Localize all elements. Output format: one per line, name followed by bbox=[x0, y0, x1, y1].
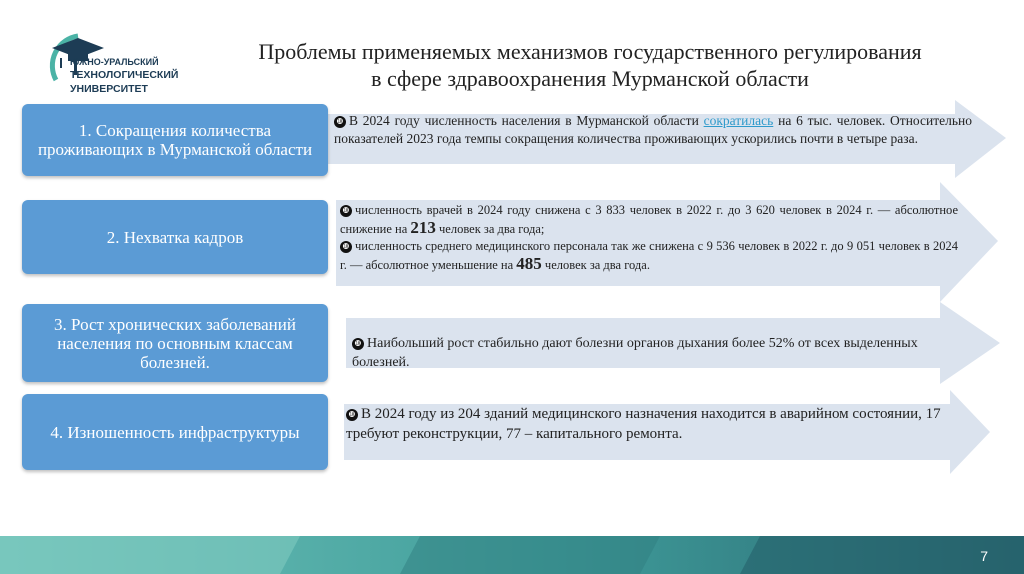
logo-line2: ТЕХНОЛОГИЧЕСКИЙ bbox=[70, 69, 179, 81]
page-title-line2: в сфере здравоохранения Мурманской области bbox=[371, 66, 809, 91]
problem-text-4-body: В 2024 году из 204 зданий медицинского назначения находится в аварийном состоянии, 17 требуют реконструкции, 77 – капитального ремонта. bbox=[346, 406, 941, 442]
bullet-icon: ❿ bbox=[340, 241, 352, 253]
problem-label-2: 2. Нехватка кадров bbox=[22, 200, 328, 274]
sokratilas-link[interactable]: сократилась bbox=[703, 113, 774, 128]
problem-text-1-end: на 6 тыс. человек. Относительно показателей 2023 года темпы сокращения количества проживающих ускорились почти в четыре раза. bbox=[334, 113, 972, 146]
problem-text-1-start: В 2024 году численность населения в Мурманской области bbox=[349, 113, 704, 128]
problem-text-3 bbox=[352, 334, 942, 372]
bullet-icon: ❿ bbox=[334, 116, 346, 128]
page-number: 7 bbox=[980, 548, 988, 564]
bullet-icon: ❿ bbox=[352, 338, 364, 350]
nurses-decrease-number: 485 bbox=[516, 254, 542, 273]
problem-text-1 bbox=[334, 112, 972, 148]
bullet-icon: ❿ bbox=[346, 409, 358, 421]
problem-text-2 bbox=[340, 202, 958, 274]
problem-label-4: 4. Изношенность инфраструктуры bbox=[22, 394, 328, 470]
logo-line1: ЮЖНО-УРАЛЬСКИЙ bbox=[70, 57, 159, 67]
problem-label-1: 1. Сокращения количества проживающих в Мурманской области bbox=[22, 104, 328, 176]
problem-text-2b-end: человек за два года. bbox=[541, 258, 650, 272]
footer-band bbox=[0, 536, 1024, 574]
logo-line3: УНИВЕРСИТЕТ bbox=[70, 83, 148, 95]
problem-text-2a-end: человек за два года; bbox=[435, 222, 545, 236]
problem-text-4 bbox=[346, 404, 946, 444]
problem-text-2b: численность среднего медицинского персонала так же снижена с 9 536 человек в 2022 г. до 9 051 человек в 2024 г. — абсолютное уменьшение на bbox=[340, 239, 958, 272]
problem-label-3: 3. Рост хронических заболеваний населения по основным классам болезней. bbox=[22, 304, 328, 382]
problem-text-3-body: Наибольший рост стабильно дают болезни органов дыхания более 52% от всех выделенных болезней. bbox=[352, 336, 918, 370]
problem-text-2a: численность врачей в 2024 году снижена с 3 833 человек в 2022 г. до 3 620 человек в 2024 г. — абсолютное снижение на bbox=[340, 203, 958, 236]
doctors-decrease-number: 213 bbox=[410, 218, 436, 237]
page-title-line1: Проблемы применяемых механизмов государственного регулирования bbox=[258, 39, 922, 64]
bullet-icon: ❿ bbox=[340, 205, 352, 217]
